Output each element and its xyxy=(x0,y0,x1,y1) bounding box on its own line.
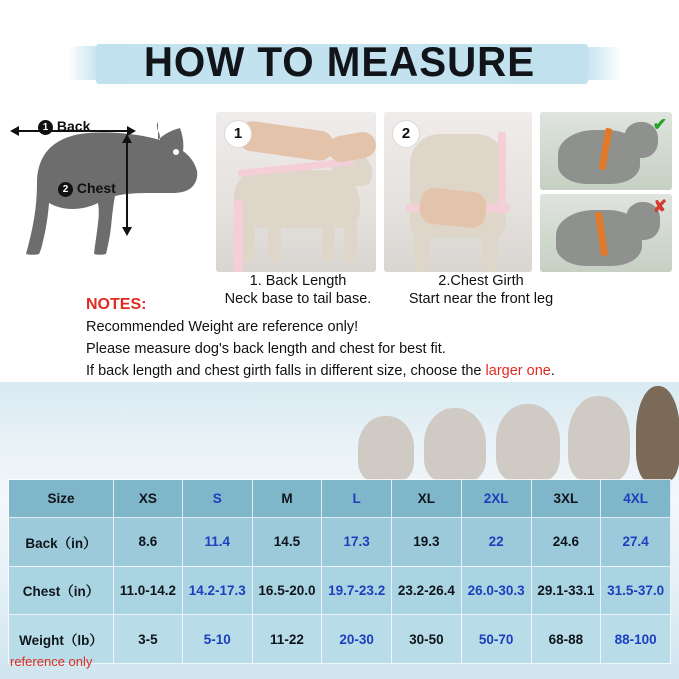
cell-back-m: 14.5 xyxy=(252,518,322,567)
cell-chest-xs: 11.0-14.2 xyxy=(114,566,183,615)
mannequin-leg-2 xyxy=(482,228,498,272)
hand-arm xyxy=(418,187,487,230)
notes-line-1: Recommended Weight are reference only! xyxy=(86,319,359,335)
size-table xyxy=(8,479,671,664)
column-header-6: 2XL xyxy=(461,480,531,518)
tape-measure-vertical xyxy=(498,132,506,214)
dog-photo-4 xyxy=(568,396,630,482)
column-header-0: Size xyxy=(9,480,114,518)
column-header-5: XL xyxy=(392,480,462,518)
column-header-1: XS xyxy=(114,480,183,518)
cell-back-l: 17.3 xyxy=(322,518,392,567)
cell-chest-l: 19.7-23.2 xyxy=(322,566,392,615)
back-step-number: 1 xyxy=(38,120,53,135)
step-badge-1: 1 xyxy=(224,120,252,148)
dog-silhouette-diagram xyxy=(8,112,208,272)
step-2-caption-line-2: Start near the front leg xyxy=(408,291,554,307)
cell-chest-3xl: 29.1-33.1 xyxy=(531,566,601,615)
row-label-chest: Chest（in） xyxy=(9,566,114,615)
cell-weight-l: 20-30 xyxy=(322,615,392,664)
cell-weight-xl: 30-50 xyxy=(392,615,462,664)
cell-back-2xl: 22 xyxy=(461,518,531,567)
mannequin-leg-3 xyxy=(322,220,335,262)
column-header-8: 4XL xyxy=(601,480,671,518)
cell-chest-xl: 23.2-26.4 xyxy=(392,566,462,615)
page-title: HOW TO MEASURE xyxy=(143,38,536,85)
dog-photo-5 xyxy=(636,386,679,482)
chest-step-number: 2 xyxy=(58,182,73,197)
cell-back-s: 11.4 xyxy=(182,518,252,567)
back-label-group xyxy=(38,118,90,135)
cell-weight-s: 5-10 xyxy=(182,615,252,664)
notes-line-3-post: . xyxy=(550,363,555,379)
table-row xyxy=(9,615,671,664)
dog-photo-1 xyxy=(358,416,414,482)
cell-chest-s: 14.2-17.3 xyxy=(182,566,252,615)
chest-measure-arrow xyxy=(126,142,128,228)
cell-back-4xl: 27.4 xyxy=(601,518,671,567)
step-2-caption-line-1: 2.Chest Girth xyxy=(438,273,524,289)
cell-weight-m: 11-22 xyxy=(252,615,322,664)
column-header-4: L xyxy=(322,480,392,518)
mannequin-leg-2 xyxy=(268,220,281,262)
column-header-2: S xyxy=(182,480,252,518)
cross-icon: ✘ xyxy=(652,197,667,216)
notes-line-3-highlight: larger one xyxy=(485,363,551,379)
cell-back-xl: 19.3 xyxy=(392,518,462,567)
back-label: Back xyxy=(56,118,91,134)
cell-chest-m: 16.5-20.0 xyxy=(252,566,322,615)
notes-line-2: Please measure dog's back length and chest for best fit. xyxy=(86,341,446,357)
notes-line-3-pre: If back length and chest girth falls in different size, choose the xyxy=(86,363,486,379)
column-header-3: M xyxy=(252,480,322,518)
cell-weight-4xl: 88-100 xyxy=(601,615,671,664)
cell-weight-xs: 3-5 xyxy=(114,615,183,664)
tape-measure-hanging xyxy=(234,200,243,272)
chest-label: Chest xyxy=(76,180,116,196)
chest-label-group xyxy=(58,180,116,197)
mannequin-leg-1 xyxy=(242,220,255,262)
table-row xyxy=(9,566,671,615)
correct-fit-photo xyxy=(540,112,672,190)
notes-title: NOTES: xyxy=(86,296,147,313)
table-header-row xyxy=(9,480,671,518)
notes-line-3 xyxy=(86,361,666,381)
cell-back-xs: 8.6 xyxy=(114,518,183,567)
row-label-weight: Weight（lb） xyxy=(9,615,114,664)
dog-photo-3 xyxy=(496,404,560,482)
cell-chest-2xl: 26.0-30.3 xyxy=(461,566,531,615)
table-row xyxy=(9,518,671,567)
title-band xyxy=(0,0,679,104)
cell-chest-4xl: 31.5-37.0 xyxy=(601,566,671,615)
measure-panels xyxy=(0,112,679,272)
mannequin-leg-1 xyxy=(414,228,430,272)
size-chart-table xyxy=(8,479,671,664)
step-1-caption-line-2: Neck base to tail base. xyxy=(224,291,372,307)
cell-weight-3xl: 68-88 xyxy=(531,615,601,664)
cell-back-3xl: 24.6 xyxy=(531,518,601,567)
back-length-photo xyxy=(216,112,376,272)
reference-only-note: reference only xyxy=(10,654,93,669)
mannequin-leg-4 xyxy=(344,220,357,262)
step-1-caption-line-1: 1. Back Length xyxy=(249,273,347,289)
dog-photo-row xyxy=(350,382,679,482)
dog-photo-2 xyxy=(424,408,486,482)
column-header-7: 3XL xyxy=(531,480,601,518)
incorrect-fit-photo xyxy=(540,194,672,272)
chest-girth-photo xyxy=(384,112,532,272)
step-badge-2: 2 xyxy=(392,120,420,148)
row-label-back: Back（in） xyxy=(9,518,114,567)
check-icon: ✔ xyxy=(652,115,667,134)
notes-block xyxy=(86,296,666,383)
cell-weight-2xl: 50-70 xyxy=(461,615,531,664)
